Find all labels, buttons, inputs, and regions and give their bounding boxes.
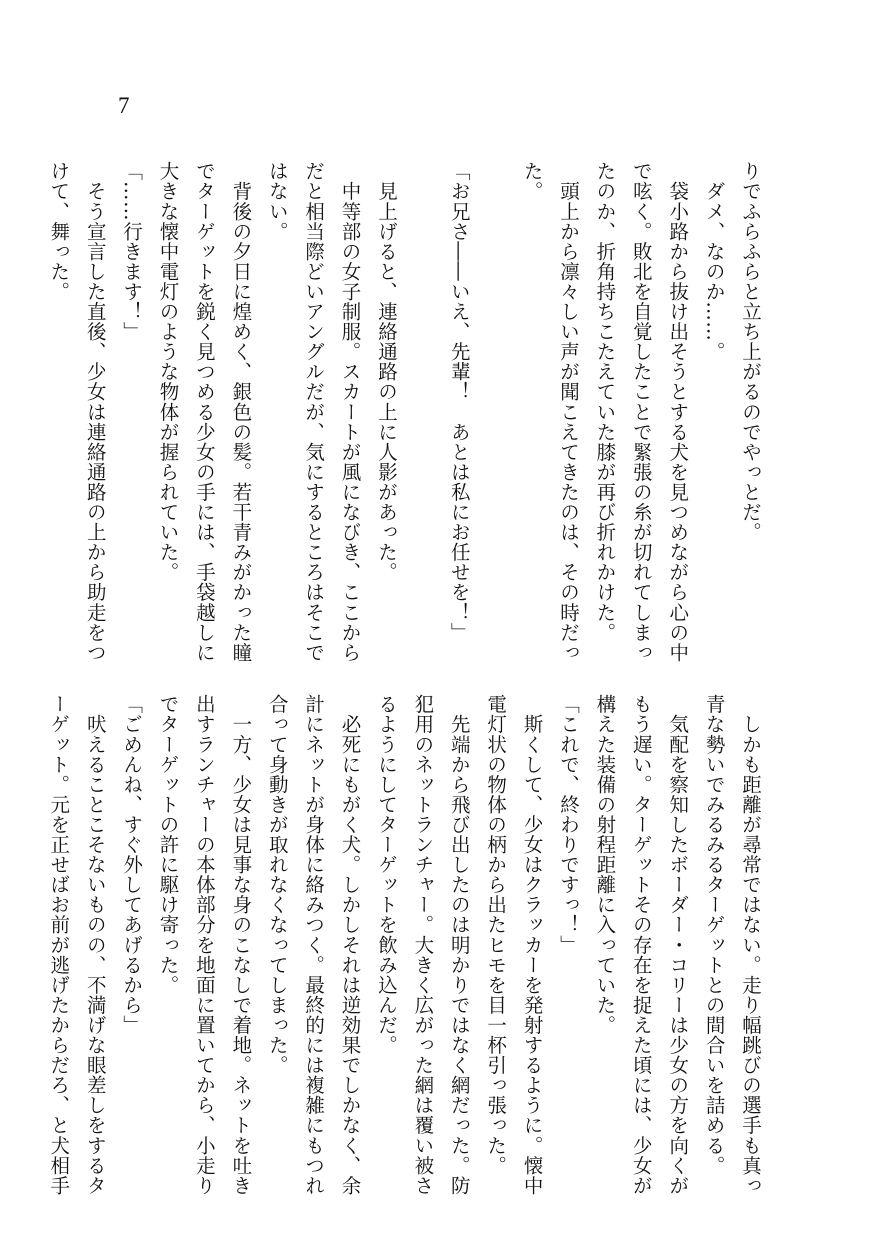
bottom-block-line-4: もう遅い。ターゲットその存在を捉えた頃には、少女が <box>629 694 653 1196</box>
top-block-line-16: でターゲットを鋭く見つめる少女の手には、手袋越しに <box>192 161 216 663</box>
top-block-line-10 <box>404 161 440 631</box>
bottom-block-line-8: 電灯状の物体の柄から出たヒモを目一杯引っ張った。 <box>484 694 508 1176</box>
bottom-block-line-16: 出すランチャーの本体部分を地面に置いてから、小走り <box>192 694 216 1196</box>
bottom-block-line-17: でターゲットの許に駆け寄った。 <box>156 694 180 995</box>
top-block-line-9: 「お兄さ――いえ、先輩！ あとは私にお任せを！」 <box>447 161 471 643</box>
top-block-line-17: 大きな懐中電灯のような物体が握られていた。 <box>156 161 180 583</box>
top-block-line-14: はない。 <box>265 161 289 242</box>
top-block-line-12: 中等部の女子制服。スカートが風になびき、ここから <box>338 161 362 663</box>
bottom-block-line-14: 合って身動きが取れなくなってしまった。 <box>265 694 289 1075</box>
top-block-line-19: そう宣言した直後、少女は連絡通路の上から助走をつ <box>83 161 107 663</box>
top-block-line-13: だと相当際どいアングルだが、気にするところはそこで <box>302 161 326 663</box>
bottom-block-line-1: しかも距離が尋常ではない。走り幅跳びの選手も真っ <box>739 694 762 1196</box>
bottom-block-line-13: 計にネットが身体に絡みつく。最終的には複雑にもつれ <box>302 694 326 1196</box>
bottom-block-line-10: 犯用のネットランチャー。大きく広がった網は覆い被さ <box>411 694 435 1196</box>
top-block-line-3: 袋小路から抜け出そうとする犬を見つめながら心の中 <box>666 161 690 663</box>
page-number: 7 <box>118 93 130 118</box>
bottom-block-line-9: 先端から飛び出したのは明かりではなく網だった。防 <box>447 694 471 1196</box>
top-block-line-11: 見上げると、連絡通路の上に人影があった。 <box>374 161 398 583</box>
bottom-block-line-2: 青な勢いでみるみるターゲットとの間合いを詰める。 <box>702 694 726 1176</box>
top-block-line-1: りでふらふらと立ち上がるのでやっとだ。 <box>739 161 762 542</box>
top-block-line-4: で呟く。敗北を自覚したことで緊張の糸が切れてしまっ <box>629 161 653 663</box>
top-block-line-6: 頭上から凛々しい声が聞こえてきたのは、その時だっ <box>556 161 580 663</box>
bottom-block-line-15: 一方、少女は見事な身のこなしで着地。ネットを吐き <box>229 694 253 1196</box>
bottom-block-line-20: ーゲット。元を正せばお前が逃げたからだろ、と犬相手 <box>47 694 71 1196</box>
bottom-block-line-11: るようにしてターゲットを飲み込んだ。 <box>374 694 398 1055</box>
top-block-line-8 <box>477 161 513 631</box>
text-block-bottom <box>40 694 768 1196</box>
top-block-line-20: けて、舞った。 <box>47 161 71 302</box>
bottom-block-line-6: 「これで、終わりですっ！」 <box>556 694 580 955</box>
bottom-block-line-19: 吠えることこそないものの、不満げな眼差しをするタ <box>83 694 107 1196</box>
bottom-block-line-5: 構えた装備の射程距離に入っていた。 <box>593 694 617 1035</box>
top-block-line-18: 「……行きます！」 <box>120 161 144 342</box>
bottom-block-line-7: 斯くして、少女はクラッカーを発射するように。懐中 <box>520 694 544 1196</box>
bottom-block-line-18: 「ごめんね、すぐ外してあげるから」 <box>120 694 144 1035</box>
top-block-line-15: 背後の夕日に煌めく、銀色の髪。若干青みがかった瞳 <box>229 161 253 663</box>
top-block-line-2: ダメ、なのか……。 <box>702 161 726 362</box>
bottom-block-line-3: 気配を察知したボーダー・コリーは少女の方を向くが <box>666 694 690 1196</box>
bottom-block-line-12: 必死にもがく犬。しかしそれは逆効果でしかなく、余 <box>338 694 362 1196</box>
top-block-line-7: た。 <box>520 161 544 202</box>
top-block-line-5: たのか、折角持ちこたえていた膝が再び折れかけた。 <box>593 161 617 643</box>
text-block-top <box>40 161 768 663</box>
